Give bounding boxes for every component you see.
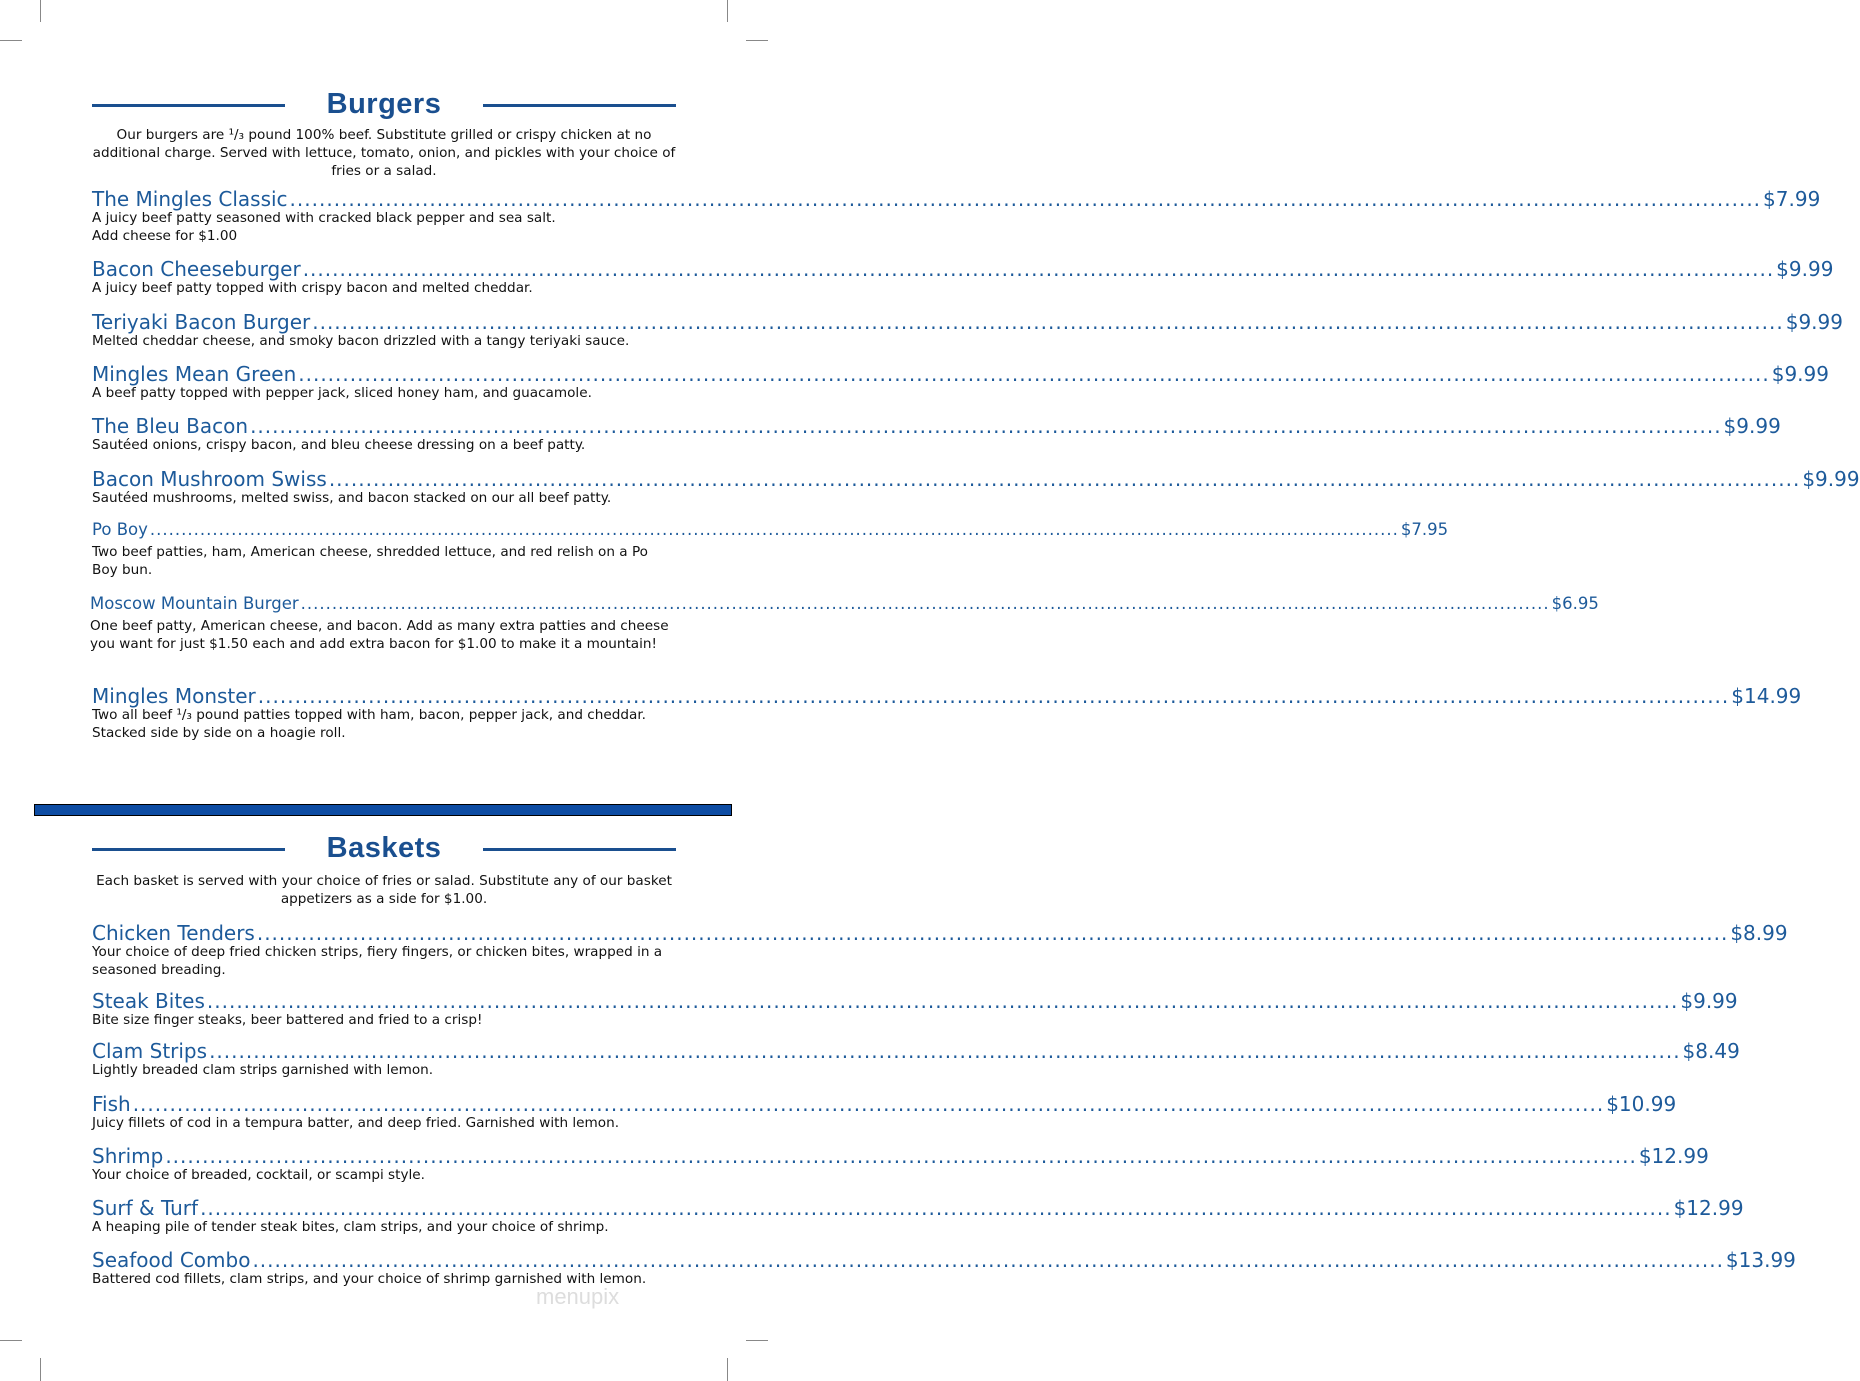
dot-leader: ........................................................................................................................................................................................................: [328, 467, 1801, 491]
item-price: $8.49: [1682, 1039, 1740, 1063]
menu-item: [92, 310, 1843, 350]
dot-leader: ........................................................................................................................................................................................................: [300, 594, 1550, 613]
crop-mark: [746, 1340, 768, 1341]
item-price: $10.99: [1606, 1092, 1677, 1116]
item-name: Shrimp: [92, 1144, 164, 1168]
item-name: Clam Strips: [92, 1039, 208, 1063]
crop-mark: [0, 1340, 22, 1341]
item-description: Juicy fillets of cod in a tempura batter, and deep fried. Garnished with lemon.: [92, 1115, 620, 1131]
crop-mark: [727, 0, 728, 22]
dot-leader: ........................................................................................................................................................................................................: [252, 1248, 1724, 1272]
crop-mark: [746, 40, 768, 41]
dot-leader: ........................................................................................................................................................................................................: [302, 257, 1775, 281]
crop-mark: [727, 1358, 728, 1381]
item-name-line: [92, 1092, 1677, 1116]
dot-leader: ........................................................................................................................................................................................................: [206, 989, 1679, 1013]
item-name-line: [92, 684, 1802, 708]
section-title-burgers: Burgers: [326, 88, 442, 120]
dot-leader: ........................................................................................................................................................................................................: [165, 1144, 1637, 1168]
item-name: Po Boy: [92, 520, 148, 539]
dot-leader: ........................................................................................................................................................................................................: [250, 414, 1722, 438]
menu-item: [92, 467, 1860, 507]
dot-leader: ........................................................................................................................................................................................................: [256, 921, 1729, 945]
menu-item: [92, 1248, 1796, 1288]
item-name-line: [90, 594, 1599, 613]
item-name: Seafood Combo: [92, 1248, 251, 1272]
dot-leader: ........................................................................................................................................................................................................: [209, 1039, 1681, 1063]
item-name-line: [92, 257, 1834, 281]
item-name-line: [92, 520, 1449, 539]
item-name-line: [92, 467, 1860, 491]
item-name-line: [92, 989, 1738, 1013]
item-price: $9.99: [1723, 414, 1781, 438]
item-name: Chicken Tenders: [92, 921, 255, 945]
item-price: $7.99: [1763, 187, 1821, 211]
item-name: Bacon Cheeseburger: [92, 257, 301, 281]
item-name-line: [92, 1039, 1740, 1063]
item-price: $9.99: [1785, 310, 1843, 334]
item-price: $13.99: [1725, 1248, 1796, 1272]
item-price: $12.99: [1673, 1196, 1744, 1220]
menu-item: [92, 921, 1788, 979]
item-name: Bacon Mushroom Swiss: [92, 467, 327, 491]
menu-item: [92, 520, 1449, 579]
item-name: The Bleu Bacon: [92, 414, 249, 438]
item-name-line: [92, 310, 1843, 334]
item-name-line: [92, 1248, 1796, 1272]
item-name-line: [92, 362, 1829, 386]
item-price: $9.99: [1771, 362, 1829, 386]
item-price: $8.99: [1730, 921, 1788, 945]
item-description: One beef patty, American cheese, and bacon. Add as many extra patties and cheese you want for just $1.50 each and add extra bacon for $1.00 to make it a mountain!: [90, 618, 669, 652]
item-price: $6.95: [1551, 594, 1599, 613]
dot-leader: ........................................................................................................................................................................................................: [257, 684, 1730, 708]
crop-mark: [0, 40, 22, 41]
item-description: Two beef patties, ham, American cheese, shredded lettuce, and red relish on a Po Boy bun.: [92, 544, 648, 578]
item-description: Two all beef ¹/₃ pound patties topped with ham, bacon, pepper jack, and cheddar. Stacked side by side on a hoagie roll.: [92, 707, 646, 741]
dot-leader: ........................................................................................................................................................................................................: [312, 310, 1784, 334]
section-divider-bar: [34, 804, 732, 816]
item-price: $9.99: [1680, 989, 1738, 1013]
menu-item: [92, 362, 1829, 402]
menu-item: [92, 257, 1834, 297]
item-name-line: [92, 187, 1821, 211]
menu-item: [92, 1092, 1677, 1132]
item-description: Your choice of breaded, cocktail, or scampi style.: [92, 1167, 425, 1183]
item-name-line: [92, 1144, 1709, 1168]
item-price: $9.99: [1776, 257, 1834, 281]
item-description: A heaping pile of tender steak bites, clam strips, and your choice of shrimp.: [92, 1219, 609, 1235]
item-description: Bite size finger steaks, beer battered and fried to a crisp!: [92, 1012, 483, 1028]
section-intro-baskets: Each basket is served with your choice of fries or salad. Substitute any of our basket appetizers as a side for $1.00.: [96, 873, 672, 907]
crop-mark: [40, 1358, 41, 1381]
item-name-line: [92, 921, 1788, 945]
item-name: The Mingles Classic: [92, 187, 288, 211]
item-name: Mingles Monster: [92, 684, 256, 708]
item-name: Teriyaki Bacon Burger: [92, 310, 311, 334]
item-description: A juicy beef patty seasoned with cracked black pepper and sea salt. Add cheese for $1.00: [92, 210, 556, 244]
item-description: Battered cod fillets, clam strips, and your choice of shrimp garnished with lemon.: [92, 1271, 647, 1287]
menu-item: [92, 187, 1821, 245]
item-description: Your choice of deep fried chicken strips, fiery fingers, or chicken bites, wrapped in a seasoned breading.: [92, 944, 663, 978]
item-description: Lightly breaded clam strips garnished with lemon.: [92, 1062, 434, 1078]
section-title-baskets: Baskets: [326, 832, 442, 864]
dot-leader: ........................................................................................................................................................................................................: [132, 1092, 1605, 1116]
section-intro-burgers: Our burgers are ¹/₃ pound 100% beef. Substitute grilled or crispy chicken at no additional charge. Served with lettuce, tomato, onion, and pickles with your choice of fries or a salad.: [92, 127, 676, 179]
menu-item: [92, 1039, 1740, 1079]
item-price: $9.99: [1802, 467, 1860, 491]
item-description: Sautéed mushrooms, melted swiss, and bacon stacked on our all beef patty.: [92, 490, 612, 506]
item-name: Surf & Turf: [92, 1196, 199, 1220]
item-name: Steak Bites: [92, 989, 205, 1013]
item-name: Fish: [92, 1092, 131, 1116]
dot-leader: ........................................................................................................................................................................................................: [289, 187, 1762, 211]
menu-item: [92, 989, 1738, 1029]
menu-item: [90, 594, 1599, 653]
item-price: $12.99: [1638, 1144, 1709, 1168]
item-name-line: [92, 414, 1781, 438]
item-description: Sautéed onions, crispy bacon, and bleu cheese dressing on a beef patty.: [92, 437, 586, 453]
item-price: $14.99: [1731, 684, 1802, 708]
item-description: Melted cheddar cheese, and smoky bacon drizzled with a tangy teriyaki sauce.: [92, 333, 630, 349]
dot-leader: ........................................................................................................................................................................................................: [149, 520, 1399, 539]
dot-leader: ........................................................................................................................................................................................................: [298, 362, 1770, 386]
menu-item: [92, 1196, 1744, 1236]
menu-item: [92, 684, 1802, 742]
item-name-line: [92, 1196, 1744, 1220]
item-description: A beef patty topped with pepper jack, sliced honey ham, and guacamole.: [92, 385, 592, 401]
menu-item: [92, 1144, 1709, 1184]
watermark: menupix: [536, 1284, 620, 1309]
item-name: Mingles Mean Green: [92, 362, 297, 386]
menu-item: [92, 414, 1781, 454]
crop-mark: [40, 0, 41, 22]
item-description: A juicy beef patty topped with crispy bacon and melted cheddar.: [92, 280, 533, 296]
dot-leader: ........................................................................................................................................................................................................: [200, 1196, 1672, 1220]
item-price: $7.95: [1400, 520, 1449, 539]
item-name: Moscow Mountain Burger: [90, 594, 299, 613]
